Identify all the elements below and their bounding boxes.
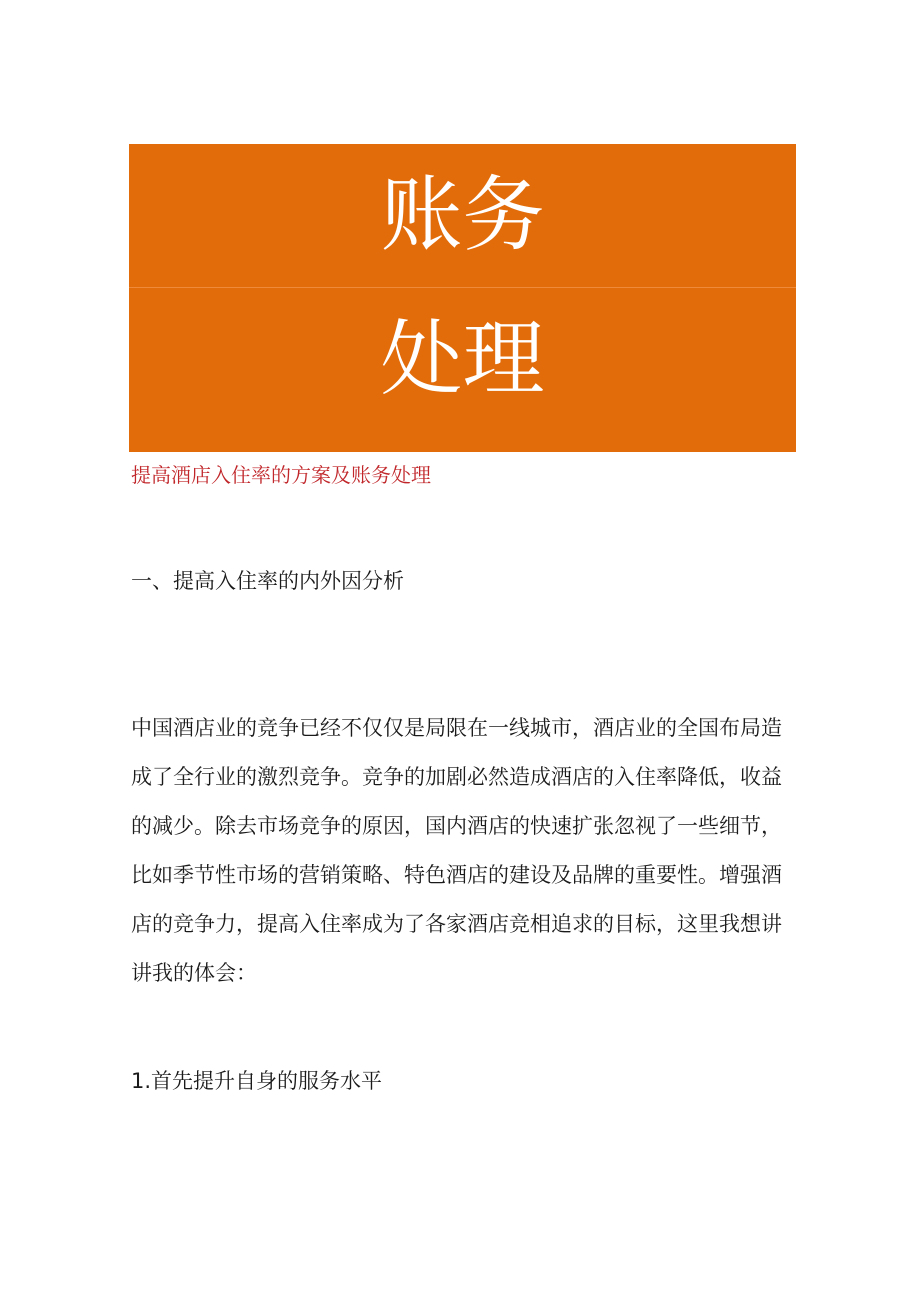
paragraph-line: 中国酒店业的竞争已经不仅仅是局限在一线城市，酒店业的全国布局造 [131, 716, 782, 740]
banner-divider [129, 287, 796, 288]
paragraph-line: 比如季节性市场的营销策略、特色酒店的建设及品牌的重要性。增强酒 [131, 863, 782, 887]
paragraph-line: 成了全行业的激烈竞争。竞争的加剧必然造成酒店的入住率降低，收益 [131, 765, 782, 789]
numbered-item-heading: 1.首先提升自身的服务水平 [131, 1069, 383, 1093]
body-paragraph [131, 704, 801, 998]
paragraph-line: 店的竞争力，提高入住率成为了各家酒店竞相追求的目标，这里我想讲 [131, 912, 782, 936]
title-banner [129, 144, 796, 452]
banner-title-line-1: 账务 [380, 168, 545, 263]
section-heading: 一、提高入住率的内外因分析 [131, 569, 404, 593]
paragraph-line: 的减少。除去市场竞争的原因，国内酒店的快速扩张忽视了一些细节， [131, 814, 782, 838]
banner-title-line-2: 处理 [380, 312, 545, 407]
paragraph-line: 讲我的体会： [131, 961, 257, 985]
document-subtitle: 提高酒店入住率的方案及账务处理 [131, 463, 431, 487]
